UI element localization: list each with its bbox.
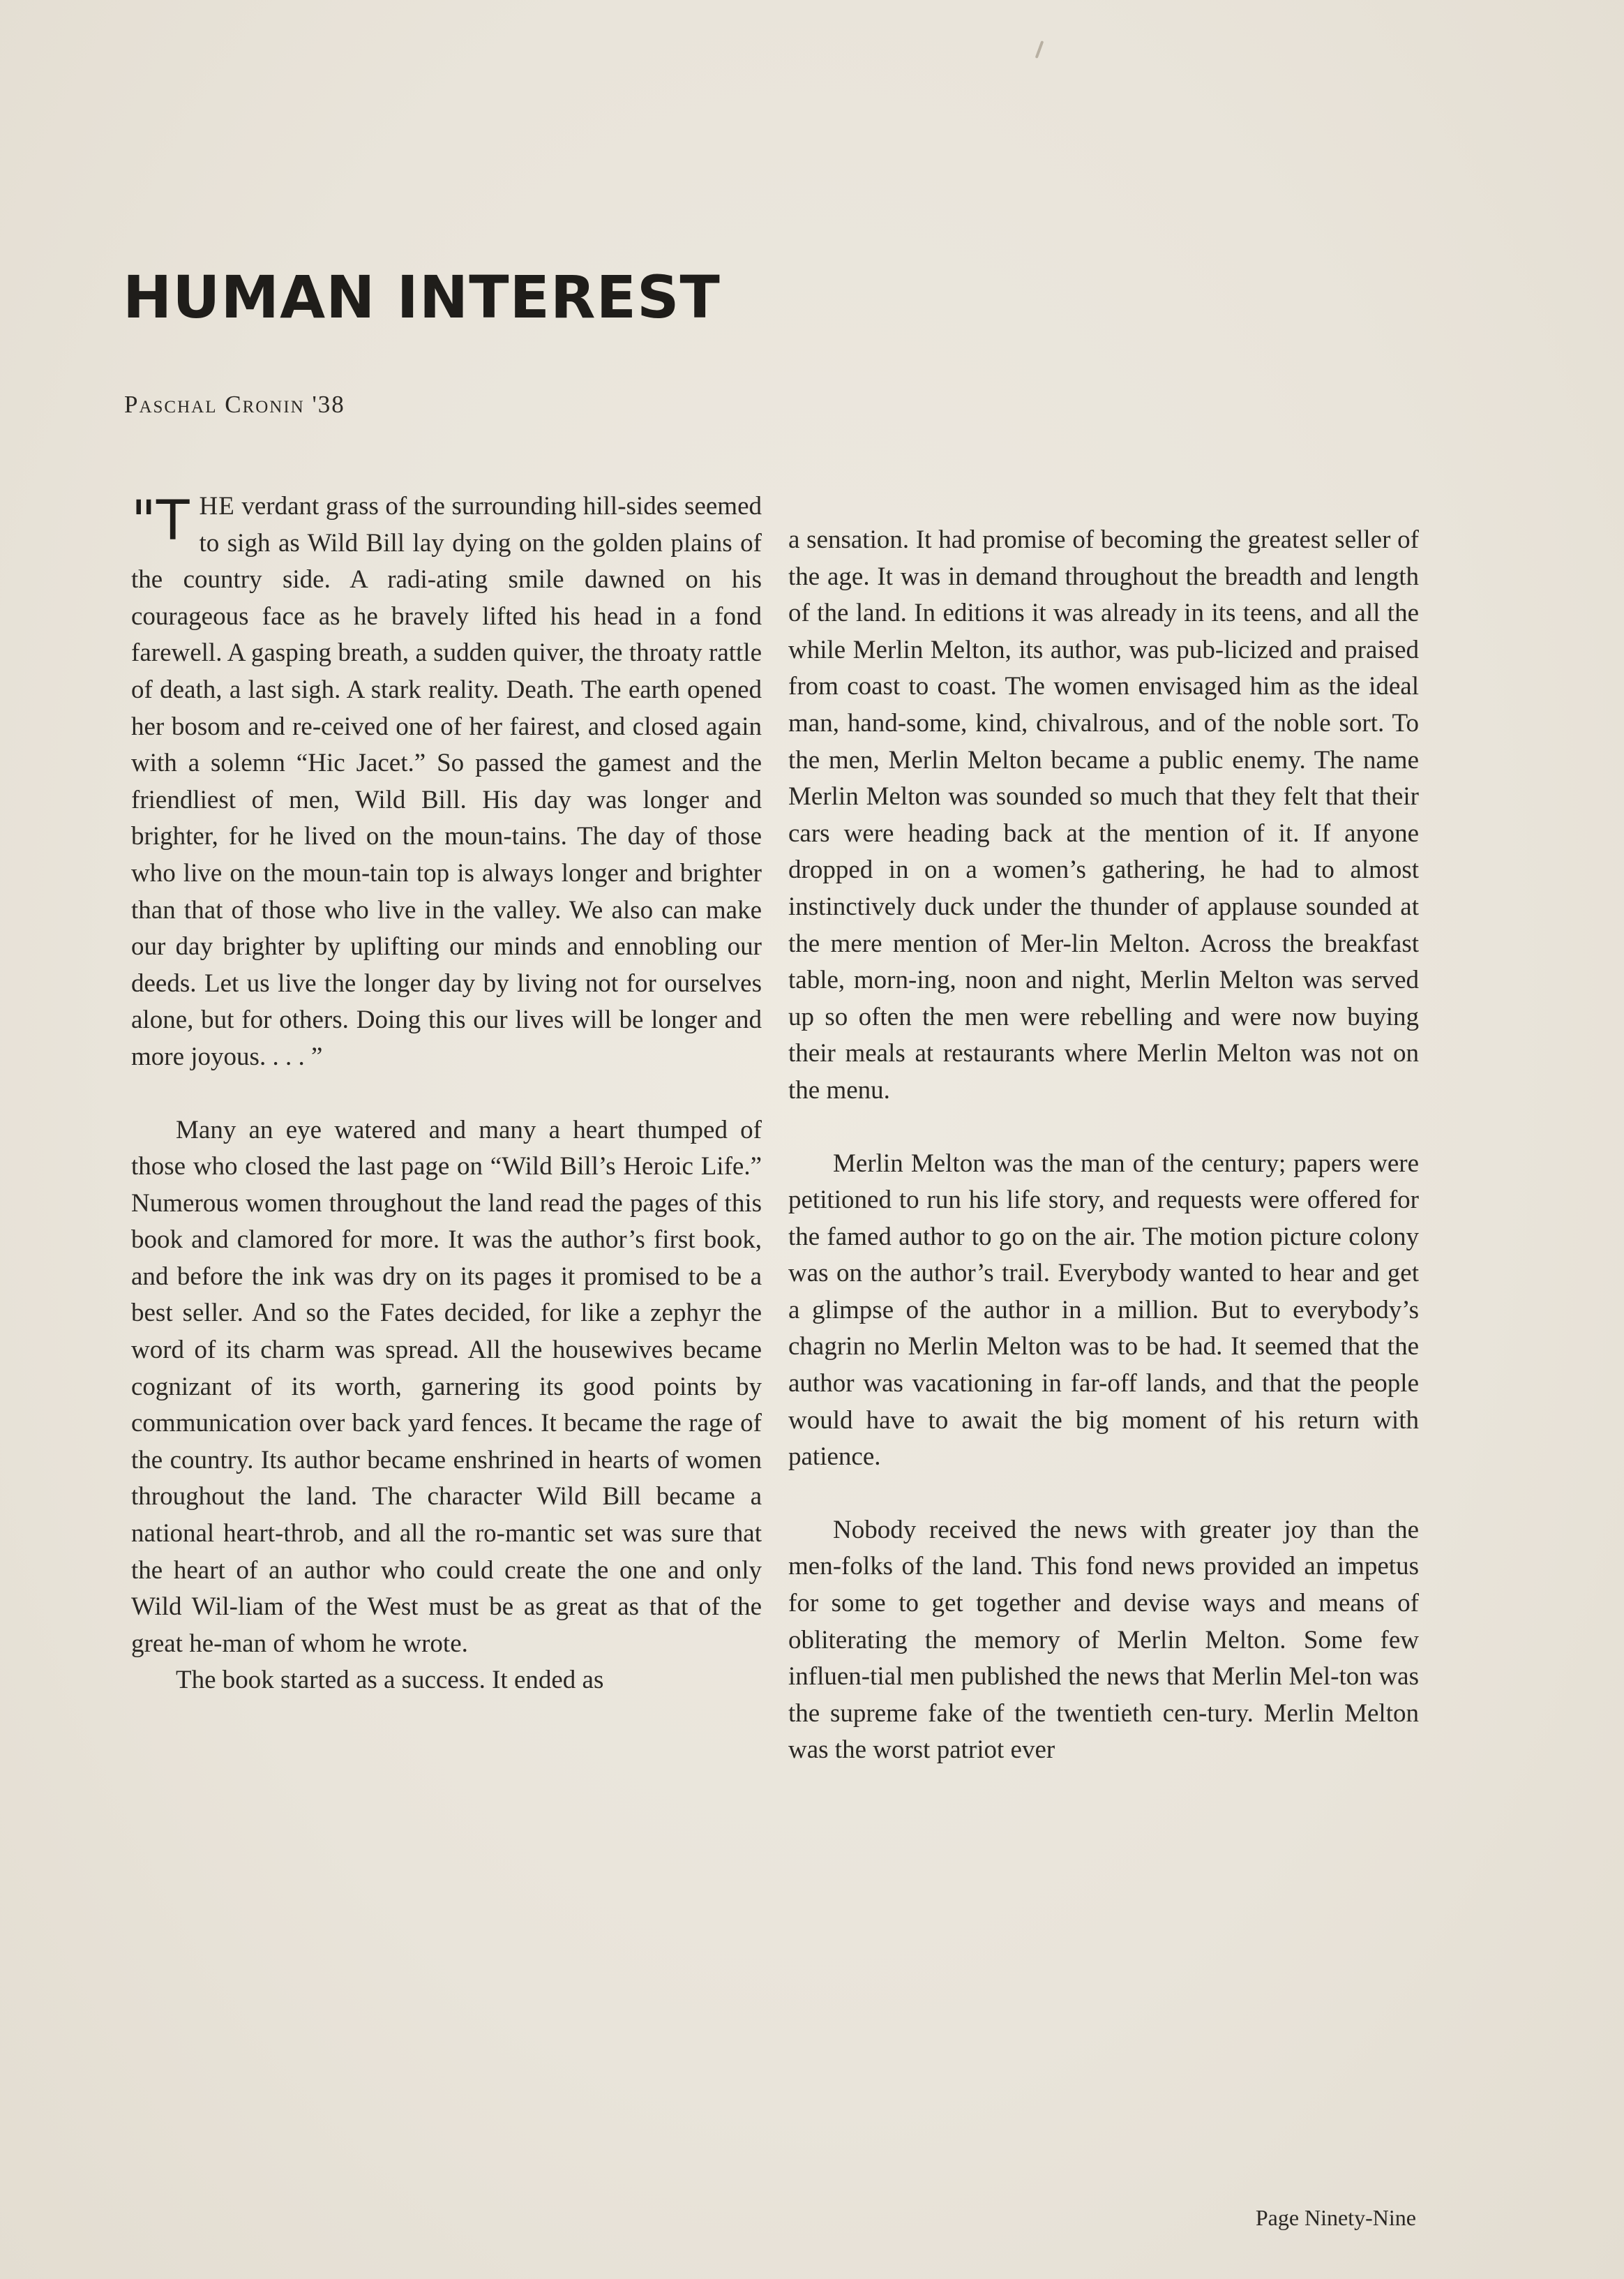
- paragraph-4: a sensation. It had promise of becoming the greatest seller of the age. It was in demand throughout the breadth and length of the land. In editions it was already in its teens, and all the while Merlin Melton, its author, was pub-licized and praised from coast to coast. The women envisaged him as the ideal man, hand-some, kind, chivalrous, and of the noble sort. To the men, Merlin Melton became a public enemy. The name Merlin Melton was sounded so much that they felt that their cars were heading back at the mention of it. If anyone dropped in on a women’s gathering, he had to almost instinctively duck under the thunder of applause sounded at the mere mention of Mer-lin Melton. Across the breakfast table, morn-ing, noon and night, Merlin Melton was served up so often the men were rebelling and were now buying their meals at restaurants where Merlin Melton was not on the menu.: [788, 525, 1419, 1105]
- article-byline: Paschal Cronin '38: [124, 391, 345, 418]
- paragraph-1: [131, 488, 762, 1076]
- left-column: [131, 488, 762, 1699]
- paragraph-6: Nobody received the news with greater joy than the men-folks of the land. This fond news provided an impetus for some to get together and devise ways and means of obliterating the memory of Merlin Melton. Some few influen-tial men published the news that Merlin Mel-ton was the supreme fake of the twentieth cen-tury. Merlin Melton was the worst patriot ever: [788, 1515, 1419, 1765]
- pencil-mark: [1035, 40, 1044, 59]
- right-column: [788, 522, 1419, 1769]
- paragraph-2: Many an eye watered and many a heart thumped of those who closed the last page on “Wild Bill’s Heroic Life.” Numerous women throughout the land read the pages of this book and clamored for more. It was the author’s first book, and before the ink was dry on its pages it promised to be a best seller. And so the Fates decided, for like a zephyr the word of its charm was spread. All the housewives became cognizant of its worth, garnering its good points by communication over back yard fences. It became the rage of the country. Its author became enshrined in hearts of women throughout the land. The character Wild Bill became a national heart-throb, and all the ro-mantic set was sure that the heart of an author who could create the one and only Wild Wil-liam of the West must be as great as that of the great he-man of whom he wrote.: [131, 1115, 762, 1658]
- lead-in: HE: [199, 492, 235, 521]
- drop-cap: "T: [131, 490, 190, 553]
- article-title: HUMAN INTEREST: [123, 263, 721, 331]
- paragraph-5: Merlin Melton was the man of the century; papers were petitioned to run his life story, and requests were offered for the famed author to go on the air. The motion picture colony was on the author’s trail. Everybody wanted to hear and get a glimpse of the author in a million. But to everybody’s chagrin no Merlin Melton was to be had. It seemed that the author was vacationing in far-off lands, and that the people would have to await the big moment of his return with patience.: [788, 1149, 1419, 1472]
- page-number: Page Ninety-Nine: [1255, 2205, 1416, 2230]
- paragraph-3: The book started as a success. It ended as: [176, 1666, 604, 1695]
- paragraph-1-text: verdant grass of the surrounding hill-sides seemed to sigh as Wild Bill lay dying on the golden plains of the country side. A radi-ating smile dawned on his courageous face as he bravely lifted his head in a fond farewell. A gasping breath, a sudden quiver, the throaty rattle of death, a last sigh. A stark reality. Death. The earth opened her bosom and re-ceived one of her fairest, and closed again with a solemn “Hic Jacet.” So passed the gamest and the friendliest of men, Wild Bill. His day was longer and brighter, for he lived on the moun-tains. The day of those who live on the moun-tain top is always longer and brighter than that of those who live in the valley. We also can make our day brighter by uplifting our minds and ennobling our deeds. Let us live the longer day by living not for ourselves alone, but for others. Doing this our lives will be longer and more joyous. . . . ”: [131, 492, 762, 1071]
